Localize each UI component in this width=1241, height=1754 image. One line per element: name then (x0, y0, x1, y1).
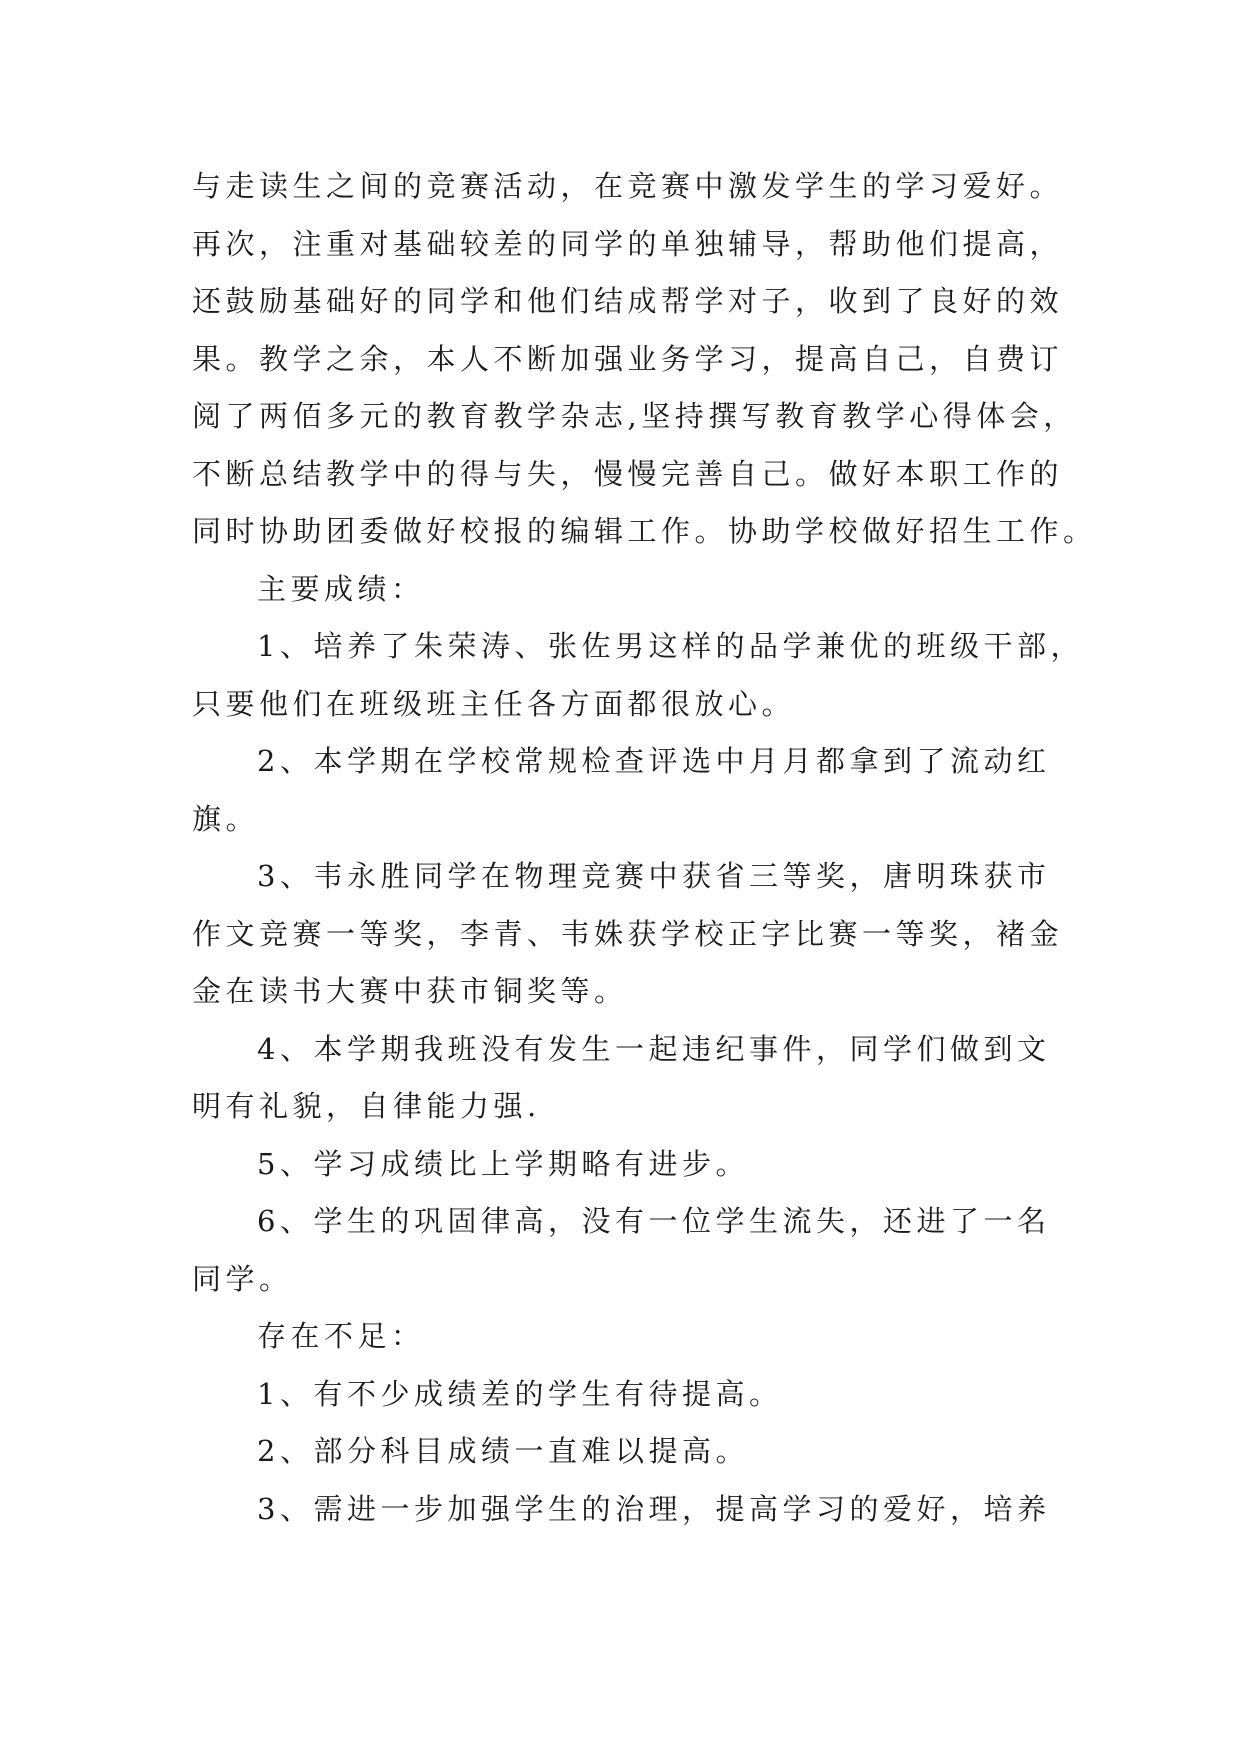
text-line: 5、学习成绩比上学期略有进步。 (257, 1146, 749, 1181)
text-line: 金在读书大赛中获市铜奖等。 (192, 974, 628, 1008)
text-line: 存在不足： (257, 1319, 425, 1353)
text-line: 作文竞赛一等奖，李青、韦姝获学校正字比赛一等奖，褚金 (192, 916, 1064, 951)
text-line: 6、学生的巩固律高，没有一位学生流失，还进了一名 (257, 1204, 1051, 1238)
text-line: 同学。 (192, 1261, 293, 1296)
text-line: 2、本学期在学校常规检查评选中月月都拿到了流动红 (257, 744, 1051, 778)
text-line: 与走读生之间的竞赛活动，在竞赛中激发学生的学习爱好。 (192, 169, 1064, 203)
text-line: 不断总结教学中的得与失，慢慢完善自己。做好本职工作的 (192, 456, 1064, 491)
text-line: 再次，注重对基础较差的同学的单独辅导，帮助他们提高， (192, 226, 1064, 261)
text-line: 明有礼貌，自律能力强. (192, 1089, 541, 1123)
text-line: 1、培养了朱荣涛、张佐男这样的品学兼优的班级干部， (257, 629, 1084, 663)
text-line: 1、有不少成绩差的学生有待提高。 (257, 1376, 783, 1411)
text-line: 只要他们在班级班主任各方面都很放心。 (192, 686, 796, 721)
text-line: 同时协助团委做好校报的编辑工作。协助学校做好招生工作。 (192, 514, 1097, 548)
text-line: 4、本学期我班没有发生一起违纪事件，同学们做到文 (257, 1031, 1051, 1066)
text-line: 阅了两佰多元的教育教学杂志,坚持撰写教育教学心得体会， (192, 399, 1077, 433)
text-line: 3、需进一步加强学生的治理，提高学习的爱好，培养 (257, 1491, 1051, 1526)
text-line: 旗。 (192, 801, 260, 836)
document-body (192, 158, 1097, 1538)
text-line: 2、部分科目成绩一直难以提高。 (257, 1434, 749, 1468)
text-line: 还鼓励基础好的同学和他们结成帮学对子，收到了良好的效 (192, 284, 1064, 318)
text-line: 3、韦永胜同学在物理竞赛中获省三等奖，唐明珠获市 (257, 859, 1051, 893)
text-line: 主要成绩： (257, 571, 425, 606)
text-line: 果。教学之余，本人不断加强业务学习，提高自己，自费订 (192, 341, 1064, 376)
